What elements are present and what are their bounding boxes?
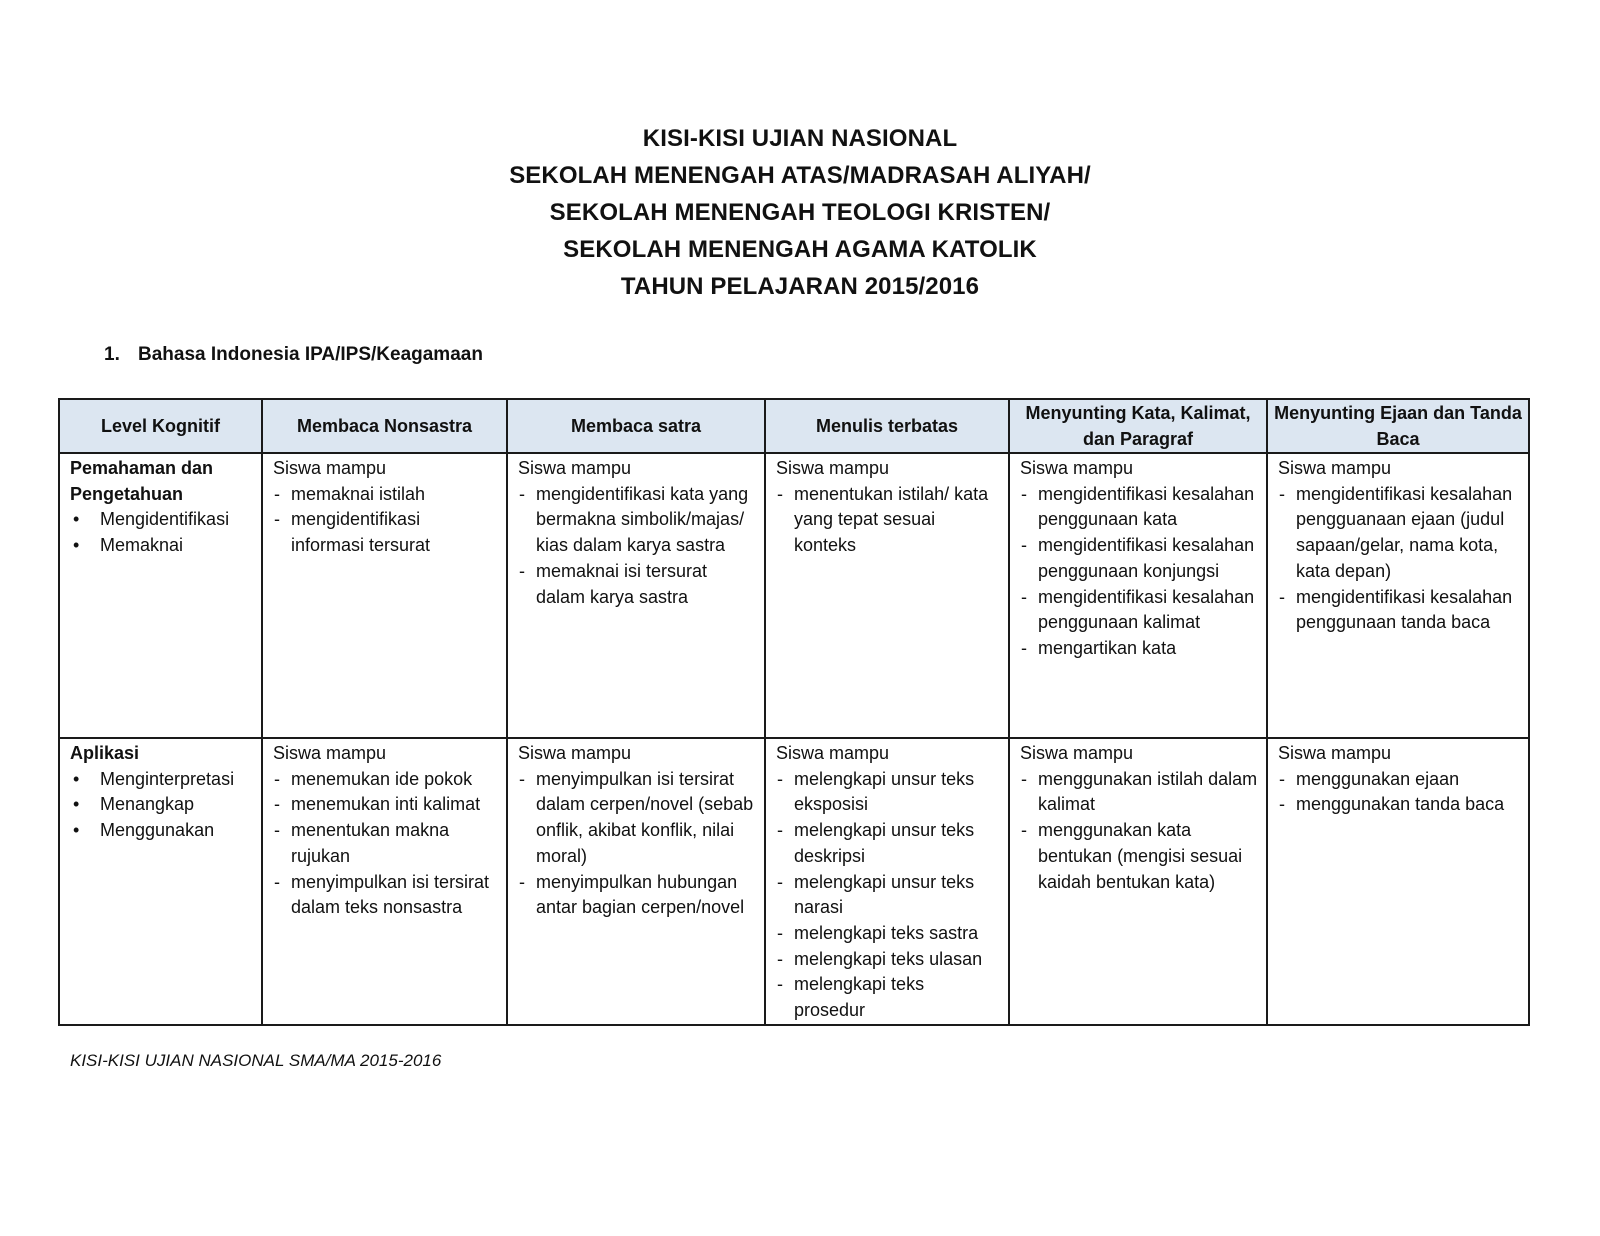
indicator-item: - menemukan ide pokok — [273, 767, 498, 793]
title-line-2: SEKOLAH MENENGAH ATAS/MADRASAH ALIYAH/ — [509, 162, 1091, 189]
level-bullet-list — [70, 507, 253, 558]
indicator-item: - mengidentifikasi informasi tersurat — [273, 507, 498, 558]
indicator-item: - menggunakan ejaan — [1278, 767, 1520, 793]
table-cell — [765, 738, 1009, 1025]
indicator-item: - menyimpulkan hubungan antar bagian cerpen/novel — [518, 870, 756, 921]
indicator-item: - menyimpulkan isi tersirat dalam cerpen/novel (sebab onflik, akibat konflik, nilai moral) — [518, 767, 756, 870]
indicator-list — [1278, 767, 1520, 818]
cell-intro: Siswa mampu — [776, 743, 890, 763]
indicator-item: - menyimpulkan isi tersirat dalam teks nonsastra — [273, 870, 498, 921]
table-cell — [507, 453, 765, 738]
table-cell — [1267, 453, 1529, 738]
indicator-list — [776, 767, 1000, 1024]
section-number: 1. — [104, 344, 120, 365]
level-cell — [59, 738, 262, 1025]
indicator-item: - mengidentifikasi kesalahan penggunaan kata — [1020, 482, 1258, 533]
level-bullet: • Menggunakan — [70, 818, 253, 844]
indicator-list — [1278, 482, 1520, 636]
indicator-list — [776, 482, 1000, 559]
table-cell — [1009, 738, 1267, 1025]
indicator-item: - mengidentifikasi kata yang bermakna simbolik/majas/ kias dalam karya sastra — [518, 482, 756, 559]
indicator-item: - menggunakan tanda baca — [1278, 792, 1520, 818]
table-cell — [507, 738, 765, 1025]
cell-intro: Siswa mampu — [1020, 743, 1134, 763]
level-bullet: • Mengidentifikasi — [70, 507, 253, 533]
indicator-item: - mengidentifikasi kesalahan penggunaan kalimat — [1020, 585, 1258, 636]
indicator-item: - melengkapi unsur teks eksposisi — [776, 767, 1000, 818]
title-line-1: KISI-KISI UJIAN NASIONAL — [642, 125, 958, 152]
indicator-item: - mengidentifikasi kesalahan penggunaan tanda baca — [1278, 585, 1520, 636]
level-title: Aplikasi — [70, 743, 140, 763]
page-footer: KISI-KISI UJIAN NASIONAL SMA/MA 2015-2016 — [70, 1051, 442, 1070]
indicator-item: - mengidentifikasi kesalahan pengguanaan ejaan (judul sapaan/gelar, nama kota, kata depan) — [1278, 482, 1520, 585]
table-cell — [262, 738, 507, 1025]
column-header: Menulis terbatas — [765, 399, 1009, 453]
indicator-list — [273, 767, 498, 921]
column-header: Level Kognitif — [59, 399, 262, 453]
table-header-row — [59, 399, 1529, 453]
level-title: Pemahaman dan Pengetahuan — [70, 458, 214, 504]
section-title: Bahasa Indonesia IPA/IPS/Keagamaan — [138, 344, 483, 365]
indicator-item: - mengartikan kata — [1020, 636, 1258, 662]
indicator-list — [273, 482, 498, 559]
document-title — [0, 120, 1600, 305]
table-row — [59, 453, 1529, 738]
cell-intro: Siswa mampu — [518, 743, 632, 763]
cell-intro: Siswa mampu — [1278, 458, 1392, 478]
indicator-item: - menentukan istilah/ kata yang tepat sesuai konteks — [776, 482, 1000, 559]
indicator-list — [518, 767, 756, 921]
indicator-list — [518, 482, 756, 611]
cell-intro: Siswa mampu — [518, 458, 632, 478]
indicator-item: - memaknai istilah — [273, 482, 498, 508]
level-bullet: • Menginterpretasi — [70, 767, 253, 793]
column-header: Menyunting Kata, Kalimat, dan Paragraf — [1009, 399, 1267, 453]
level-bullet: • Memaknai — [70, 533, 253, 559]
table-cell — [1267, 738, 1529, 1025]
indicator-item: - memaknai isi tersurat dalam karya sastra — [518, 559, 756, 610]
table-row — [59, 738, 1529, 1025]
cell-intro: Siswa mampu — [1278, 743, 1392, 763]
table-cell — [1009, 453, 1267, 738]
indicator-item: - menggunakan istilah dalam kalimat — [1020, 767, 1258, 818]
level-cell — [59, 453, 262, 738]
title-line-5: TAHUN PELAJARAN 2015/2016 — [620, 273, 980, 300]
title-line-4: SEKOLAH MENENGAH AGAMA KATOLIK — [563, 236, 1037, 263]
indicator-item: - melengkapi unsur teks deskripsi — [776, 818, 1000, 869]
indicator-item: - melengkapi teks sastra — [776, 921, 1000, 947]
table-cell — [262, 453, 507, 738]
level-bullet: • Menangkap — [70, 792, 253, 818]
section-heading — [104, 344, 483, 366]
indicator-item: - menentukan makna rujukan — [273, 818, 498, 869]
cell-intro: Siswa mampu — [273, 743, 387, 763]
column-header: Menyunting Ejaan dan Tanda Baca — [1267, 399, 1529, 453]
column-header: Membaca satra — [507, 399, 765, 453]
indicator-item: - melengkapi teks ulasan — [776, 947, 1000, 973]
table-cell — [765, 453, 1009, 738]
indicator-list — [1020, 767, 1258, 896]
indicator-item: - mengidentifikasi kesalahan penggunaan konjungsi — [1020, 533, 1258, 584]
level-bullet-list — [70, 767, 253, 844]
indicator-list — [1020, 482, 1258, 662]
cell-intro: Siswa mampu — [273, 458, 387, 478]
cell-intro: Siswa mampu — [1020, 458, 1134, 478]
title-line-3: SEKOLAH MENENGAH TEOLOGI KRISTEN/ — [549, 199, 1051, 226]
indicator-item: - melengkapi teks prosedur — [776, 972, 1000, 1023]
kisi-kisi-table — [58, 398, 1530, 1026]
indicator-item: - menggunakan kata bentukan (mengisi sesuai kaidah bentukan kata) — [1020, 818, 1258, 895]
indicator-item: - menemukan inti kalimat — [273, 792, 498, 818]
cell-intro: Siswa mampu — [776, 458, 890, 478]
indicator-item: - melengkapi unsur teks narasi — [776, 870, 1000, 921]
column-header: Membaca Nonsastra — [262, 399, 507, 453]
